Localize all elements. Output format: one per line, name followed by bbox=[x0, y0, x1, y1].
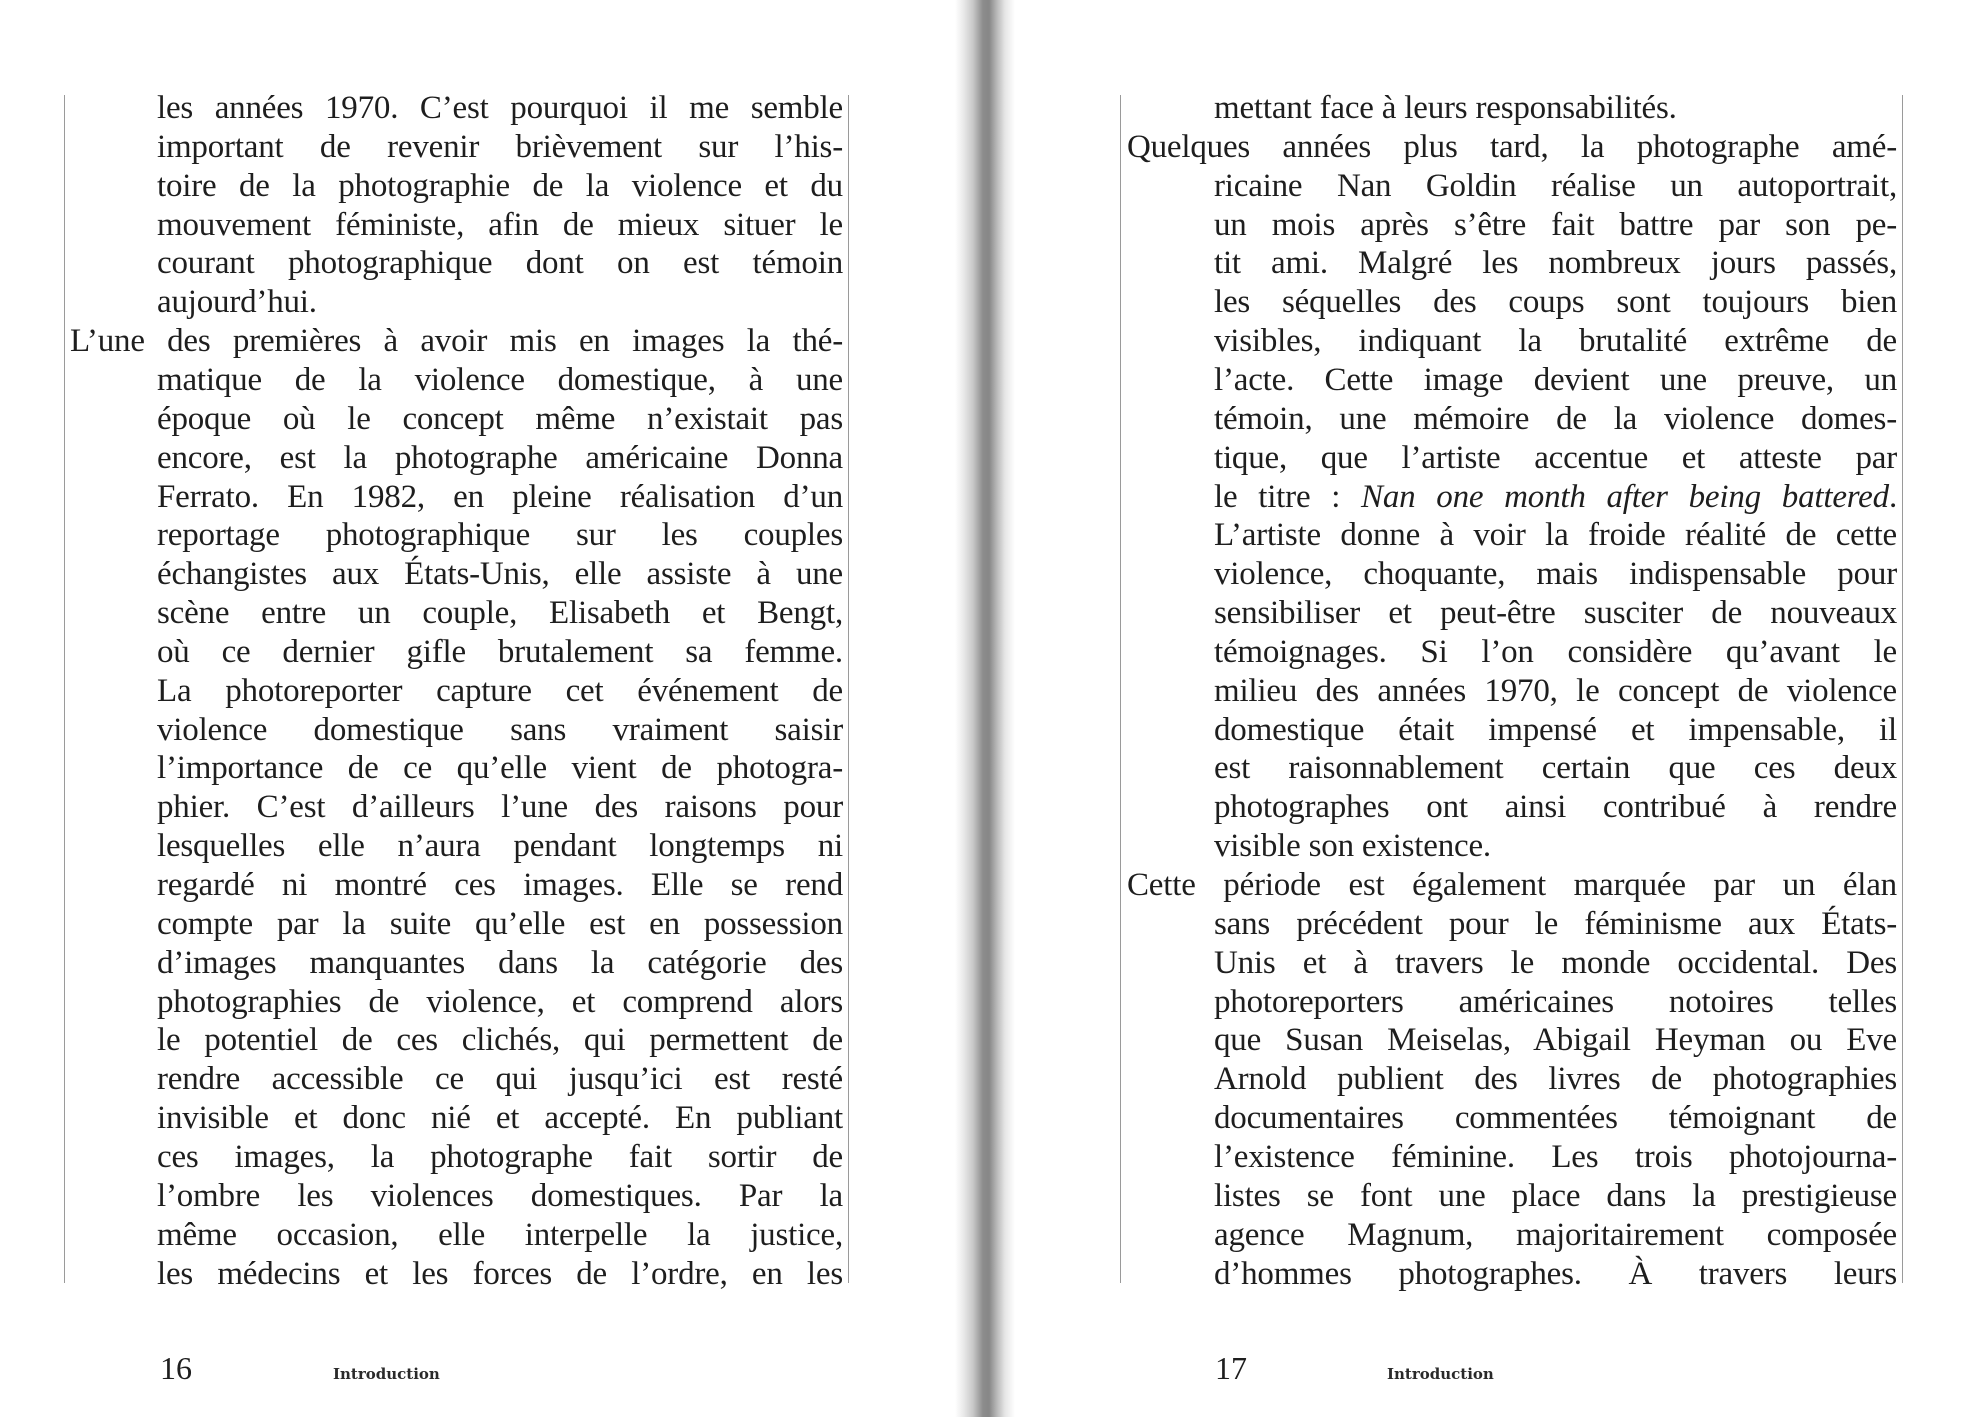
text-line bbox=[1214, 905, 1897, 944]
text-run: photoreporters américaines notoires telles bbox=[1214, 983, 1897, 1020]
text-run: sensibiliser et peut-être susciter de nouveaux bbox=[1214, 595, 1897, 632]
text-line bbox=[157, 1255, 843, 1294]
text-run: sans précédent pour le féminisme aux États- bbox=[1214, 905, 1897, 942]
text-line bbox=[1214, 1099, 1897, 1138]
text-line bbox=[1214, 1060, 1897, 1099]
text-line bbox=[1214, 400, 1897, 439]
text-line bbox=[1214, 1021, 1897, 1060]
text-line bbox=[1214, 749, 1897, 788]
text-line bbox=[1214, 1216, 1897, 1255]
text-run: reportage photographique sur les couples bbox=[157, 517, 843, 554]
text-line bbox=[1214, 167, 1897, 206]
text-line bbox=[157, 633, 843, 672]
text-run: l’acte. Cette image devient une preuve, un bbox=[1214, 361, 1897, 398]
text-run: rendre accessible ce qui jusqu’ici est resté bbox=[157, 1061, 843, 1098]
text-run: époque où le concept même n’existait pas bbox=[157, 400, 843, 437]
text-line bbox=[157, 1138, 843, 1177]
text-run: un mois après s’être fait battre par son pe- bbox=[1214, 206, 1897, 243]
text-run: les médecins et les forces de l’ordre, en les bbox=[157, 1255, 843, 1292]
text-run: même occasion, elle interpelle la justice, bbox=[157, 1216, 843, 1253]
text-line bbox=[157, 400, 843, 439]
text-line bbox=[157, 672, 843, 711]
text-run: Ferrato. En 1982, en pleine réalisation d’un bbox=[157, 478, 843, 515]
text-line bbox=[157, 788, 843, 827]
text-line bbox=[1214, 89, 1897, 128]
text-line bbox=[157, 128, 843, 167]
text-line bbox=[157, 749, 843, 788]
artwork-title: Nan one month after being battered bbox=[1361, 478, 1889, 515]
text-run: compte par la suite qu’elle est en possession bbox=[157, 905, 843, 942]
text-run: est raisonnablement certain que ces deux bbox=[1214, 750, 1897, 787]
text-line bbox=[1214, 1177, 1897, 1216]
text-line bbox=[1127, 128, 1897, 167]
text-line bbox=[157, 1021, 843, 1060]
text-run: Arnold publient des livres de photographies bbox=[1214, 1061, 1897, 1098]
right-page-left-rule bbox=[1120, 95, 1121, 1283]
text-run: témoignages. Si l’on considère qu’avant le bbox=[1214, 633, 1897, 670]
text-line bbox=[157, 361, 843, 400]
text-run: Unis et à travers le monde occidental. Des bbox=[1214, 944, 1897, 981]
running-head: Introduction bbox=[1387, 1365, 1494, 1383]
text-run: L’artiste donne à voir la froide réalité de cette bbox=[1214, 517, 1897, 554]
text-line bbox=[1214, 1255, 1897, 1294]
text-run: Cette période est également marquée par un élan bbox=[1127, 867, 1897, 903]
page-number: 16 bbox=[160, 1350, 192, 1386]
text-line bbox=[1214, 1138, 1897, 1177]
text-line bbox=[157, 983, 843, 1022]
text-run: listes se font une place dans la prestigieuse bbox=[1214, 1177, 1897, 1214]
punctuation: . bbox=[1888, 478, 1897, 515]
text-line bbox=[157, 478, 843, 517]
text-line bbox=[157, 1177, 843, 1216]
text-line bbox=[157, 555, 843, 594]
text-line bbox=[157, 439, 843, 478]
text-line bbox=[157, 905, 843, 944]
text-line bbox=[1214, 439, 1897, 478]
left-page-left-rule bbox=[64, 95, 65, 1283]
text-line bbox=[1214, 672, 1897, 711]
text-line bbox=[1214, 206, 1897, 245]
text-line bbox=[157, 206, 843, 245]
text-line bbox=[157, 283, 843, 322]
text-line bbox=[1214, 944, 1897, 983]
text-line bbox=[157, 516, 843, 555]
text-line bbox=[157, 827, 843, 866]
text-line bbox=[1214, 983, 1897, 1022]
text-line bbox=[157, 594, 843, 633]
text-run: La photoreporter capture cet événement de bbox=[157, 672, 843, 709]
text-run: que Susan Meiselas, Abigail Heyman ou Eve bbox=[1214, 1022, 1897, 1059]
text-run: L’une des premières à avoir mis en images la thé- bbox=[70, 323, 843, 360]
text-line bbox=[1127, 866, 1897, 905]
left-page-right-rule bbox=[848, 95, 849, 1283]
text-run: le potentiel de ces clichés, qui permettent de bbox=[157, 1022, 843, 1059]
text-run: le titre : bbox=[1214, 478, 1341, 515]
text-run: agence Magnum, majoritairement composée bbox=[1214, 1216, 1897, 1253]
text-line bbox=[157, 711, 843, 750]
text-run: où ce dernier gifle brutalement sa femme. bbox=[157, 633, 843, 670]
text-run: matique de la violence domestique, à une bbox=[157, 361, 843, 398]
text-line bbox=[1214, 633, 1897, 672]
text-run: visibles, indiquant la brutalité extrême de bbox=[1214, 323, 1897, 360]
text-run: l’existence féminine. Les trois photojourna- bbox=[1214, 1138, 1897, 1175]
text-run: d’hommes photographes. À travers leurs bbox=[1214, 1255, 1897, 1292]
text-run: documentaires commentées témoignant de bbox=[1214, 1100, 1897, 1137]
text-run: échangistes aux États-Unis, elle assiste à une bbox=[157, 556, 843, 593]
text-run: tique, que l’artiste accentue et atteste par bbox=[1214, 439, 1897, 476]
text-run: regardé ni montré ces images. Elle se rend bbox=[157, 867, 843, 903]
text-line bbox=[157, 1216, 843, 1255]
text-line bbox=[1214, 244, 1897, 283]
text-run: témoin, une mémoire de la violence domes- bbox=[1214, 400, 1897, 437]
text-run: tit ami. Malgré les nombreux jours passés, bbox=[1214, 245, 1897, 282]
text-line bbox=[70, 322, 843, 361]
text-run: l’importance de ce qu’elle vient de photogra- bbox=[157, 750, 843, 787]
text-line bbox=[157, 944, 843, 983]
text-line bbox=[1214, 478, 1897, 517]
text-run: milieu des années 1970, le concept de violence bbox=[1214, 672, 1897, 709]
text-run: violence domestique sans vraiment saisir bbox=[157, 711, 843, 748]
text-line bbox=[157, 89, 843, 128]
text-line bbox=[1214, 555, 1897, 594]
text-run: mouvement féministe, afin de mieux situer le bbox=[157, 206, 843, 243]
text-line bbox=[157, 167, 843, 206]
text-line bbox=[157, 866, 843, 905]
text-line bbox=[157, 1099, 843, 1138]
text-line bbox=[1214, 594, 1897, 633]
text-run: courant photographique dont on est témoin bbox=[157, 245, 843, 282]
text-run: les séquelles des coups sont toujours bien bbox=[1214, 284, 1897, 321]
text-run: visible son existence. bbox=[1214, 828, 1491, 865]
text-run: photographies de violence, et comprend alors bbox=[157, 983, 843, 1020]
text-run: important de revenir brièvement sur l’his- bbox=[157, 128, 843, 165]
text-run: toire de la photographie de la violence et du bbox=[157, 167, 843, 204]
text-run: les années 1970. C’est pourquoi il me semble bbox=[157, 90, 843, 126]
text-run: encore, est la photographe américaine Donna bbox=[157, 439, 843, 476]
text-run: phier. C’est d’ailleurs l’une des raisons pour bbox=[157, 789, 843, 826]
text-run: invisible et donc nié et accepté. En publiant bbox=[157, 1100, 843, 1137]
text-line bbox=[157, 244, 843, 283]
text-line bbox=[1214, 711, 1897, 750]
text-run: aujourd’hui. bbox=[157, 284, 317, 321]
page-number: 17 bbox=[1215, 1350, 1247, 1386]
text-run: Quelques années plus tard, la photographe amé- bbox=[1127, 128, 1897, 165]
text-line bbox=[1214, 788, 1897, 827]
running-head: Introduction bbox=[333, 1365, 440, 1383]
text-run: l’ombre les violences domestiques. Par la bbox=[157, 1177, 843, 1214]
text-line bbox=[1214, 516, 1897, 555]
text-run: photographes ont ainsi contribué à rendre bbox=[1214, 789, 1897, 826]
text-line bbox=[1214, 322, 1897, 361]
text-line bbox=[1214, 283, 1897, 322]
text-run: d’images manquantes dans la catégorie des bbox=[157, 944, 843, 981]
text-run: lesquelles elle n’aura pendant longtemps ni bbox=[157, 828, 843, 865]
text-line bbox=[157, 1060, 843, 1099]
gutter-shadow bbox=[955, 0, 1015, 1417]
right-page-right-rule bbox=[1902, 95, 1903, 1283]
text-line bbox=[1214, 827, 1897, 866]
text-line bbox=[1214, 361, 1897, 400]
text-run: ces images, la photographe fait sortir de bbox=[157, 1138, 843, 1175]
text-run: mettant face à leurs responsabilités. bbox=[1214, 90, 1677, 126]
text-run: scène entre un couple, Elisabeth et Bengt, bbox=[157, 595, 843, 632]
text-run: ricaine Nan Goldin réalise un autoportrait, bbox=[1214, 167, 1897, 204]
text-run: domestique était impensé et impensable, il bbox=[1214, 711, 1897, 748]
text-run: violence, choquante, mais indispensable pour bbox=[1214, 556, 1897, 593]
